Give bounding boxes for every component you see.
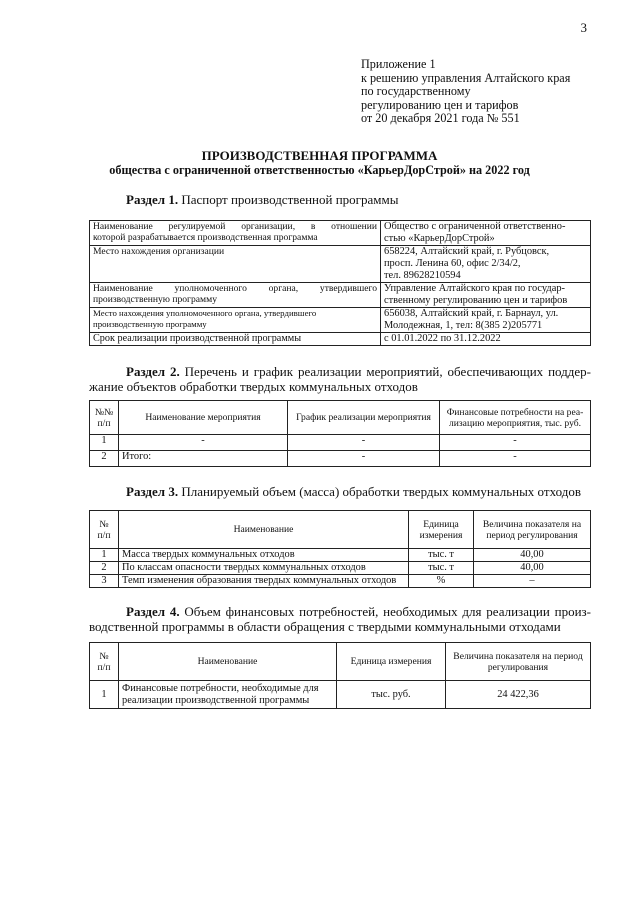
section3-title: Планируемый объем (масса) обработки твердых коммунальных отходов [181,484,581,499]
cell-name [119,681,337,709]
cell-line: № [99,518,109,530]
table-row [90,562,591,575]
cell-name: Итого: [119,451,288,467]
table-header-row [90,401,591,435]
cell-line: Финансовые потребности на реа- [446,406,584,418]
appendix-block [361,58,570,126]
header-schedule: График реализации мероприятия [288,401,440,435]
header-unit [409,511,474,549]
section2-label: Раздел 2. [126,364,180,379]
cell-line: Место нахождения уполномоченного органа, утвердившего [93,308,317,318]
cell-line: №№ [94,406,114,418]
cell-line: стью «КарьерДорСтрой» [384,233,495,244]
header-num [90,401,119,435]
appendix-line: регулированию цен и тарифов [361,97,519,112]
cell-name: - [119,435,288,451]
table-cell [381,246,591,283]
activities-table [89,400,591,467]
header-name: Наименование мероприятия [119,401,288,435]
header-name: Наименование [119,643,337,681]
cell-schedule: - [288,435,440,451]
section3-heading [126,484,581,499]
cell-line: Место нахождения организации [93,246,225,257]
section1-title: Паспорт производственной программы [181,192,399,207]
cell-schedule: - [288,451,440,467]
cell-value: 24 422,36 [446,681,591,709]
table-cell [90,246,381,283]
cell-line: Финансовые потребности, необходимые для [122,682,319,694]
section4-title-2: водственной программы в области обращения с твердыми коммунальными отходами [89,619,561,634]
section1-heading [126,192,398,207]
cell-line: п/п [97,417,111,429]
cell-line: № [99,650,109,662]
section4-heading [89,604,591,634]
section2-title-1: Перечень и график реализации мероприятий, обеспечивающих поддер- [184,364,591,379]
cell-value: – [474,575,591,588]
cell-line: Наименование уполномоченного органа, утвердившего [93,283,377,294]
table-cell [90,221,381,246]
cell-line: с 01.01.2022 по 31.12.2022 [384,333,501,344]
page-number: 3 [580,20,587,35]
section2-heading [89,364,591,394]
document-subtitle: общества с ограниченной ответственностью «КарьерДорСтрой» на 2022 год [109,163,530,177]
cell-line: производственную программу [93,319,207,329]
cell-line: Величина показателя на период [453,650,583,662]
cell-line: Единица [423,518,459,530]
cell-line: измерения [419,529,463,541]
section3-label: Раздел 3. [126,484,179,499]
table-cell [381,283,591,308]
cell-unit: тыс. т [409,562,474,575]
passport-table [89,220,591,346]
cell-line: реализации производственной программы [122,694,310,706]
cell-unit: тыс. т [409,549,474,562]
document-title: ПРОИЗВОДСТВЕННАЯ ПРОГРАММА [201,148,438,163]
cell-num: 3 [90,575,119,588]
cell-line: п/п [97,529,111,541]
section4-label: Раздел 4. [126,604,180,619]
table-row [90,681,591,709]
appendix-line: по государственному [361,84,471,99]
table-row [90,221,591,246]
header-value [474,511,591,549]
appendix-line: от 20 декабря 2021 года № 551 [361,111,520,126]
header-value [446,643,591,681]
cell-value: 40,00 [474,562,591,575]
table-row [90,333,591,346]
table-row [90,435,591,451]
cell-line: лизацию мероприятия, тыс. руб. [448,417,582,429]
cell-line: которой разрабатывается производственная программа [93,232,318,243]
cell-line: Величина показателя на [482,518,582,530]
finance-table [89,642,591,709]
table-row [90,308,591,333]
cell-line: регулирования [487,661,549,673]
cell-line: ственному регулированию цен и тарифов [384,295,568,306]
header-finance [440,401,591,435]
cell-line: производственную программу [93,294,217,305]
table-header-row [90,511,591,549]
table-row [90,549,591,562]
cell-line: 656038, Алтайский край, г. Барнаул, ул. [384,308,559,319]
cell-line: Молодежная, 1, тел: 8(385 2)205771 [384,320,543,331]
header-unit: Единица измерения [337,643,446,681]
cell-line: период регулирования [486,529,578,541]
cell-num: 1 [90,435,119,451]
section2-title-2: жание объектов обработки твердых коммунальных отходов [89,379,418,394]
table-row [90,246,591,283]
header-num [90,511,119,549]
cell-name: По классам опасности твердых коммунальных отходов [119,562,409,575]
cell-value: 40,00 [474,549,591,562]
appendix-line: к решению управления Алтайского края [361,70,571,85]
table-cell [90,333,381,346]
table-row [90,451,591,467]
table-cell [381,333,591,346]
appendix-line: Приложение 1 [361,57,436,71]
cell-line: Срок реализации производственной программы [93,333,302,344]
header-name: Наименование [119,511,409,549]
section1-label: Раздел 1. [126,192,179,207]
cell-num: 1 [90,549,119,562]
cell-line: Управление Алтайского края по государ- [384,283,565,294]
table-cell [381,308,591,333]
cell-finance: - [440,451,591,467]
cell-line: Общество с ограниченной ответственно- [384,221,566,232]
table-header-row [90,643,591,681]
table-row [90,283,591,308]
cell-name: Масса твердых коммунальных отходов [119,549,409,562]
cell-line: просп. Ленина 60, офис 2/34/2, [384,258,521,269]
section4-title-1: Объем финансовых потребностей, необходимых для реализации произ- [184,604,592,619]
cell-unit: % [409,575,474,588]
cell-finance: - [440,435,591,451]
cell-line: тел. 89628210594 [384,270,461,281]
cell-unit: тыс. руб. [337,681,446,709]
cell-line: Наименование регулируемой организации, в отношении [93,221,377,232]
table-cell [90,283,381,308]
cell-line: п/п [97,661,111,673]
table-cell [381,221,591,246]
cell-num: 2 [90,451,119,467]
header-num [90,643,119,681]
cell-num: 2 [90,562,119,575]
section4-heading-line [89,604,591,619]
table-cell [90,308,381,333]
table-row [90,575,591,588]
cell-line: 658224, Алтайский край, г. Рубцовск, [384,246,550,257]
section2-heading-line [89,364,591,379]
volume-table [89,510,591,588]
cell-name: Темп изменения образования твердых коммунальных отходов [119,575,409,588]
cell-num: 1 [90,681,119,709]
